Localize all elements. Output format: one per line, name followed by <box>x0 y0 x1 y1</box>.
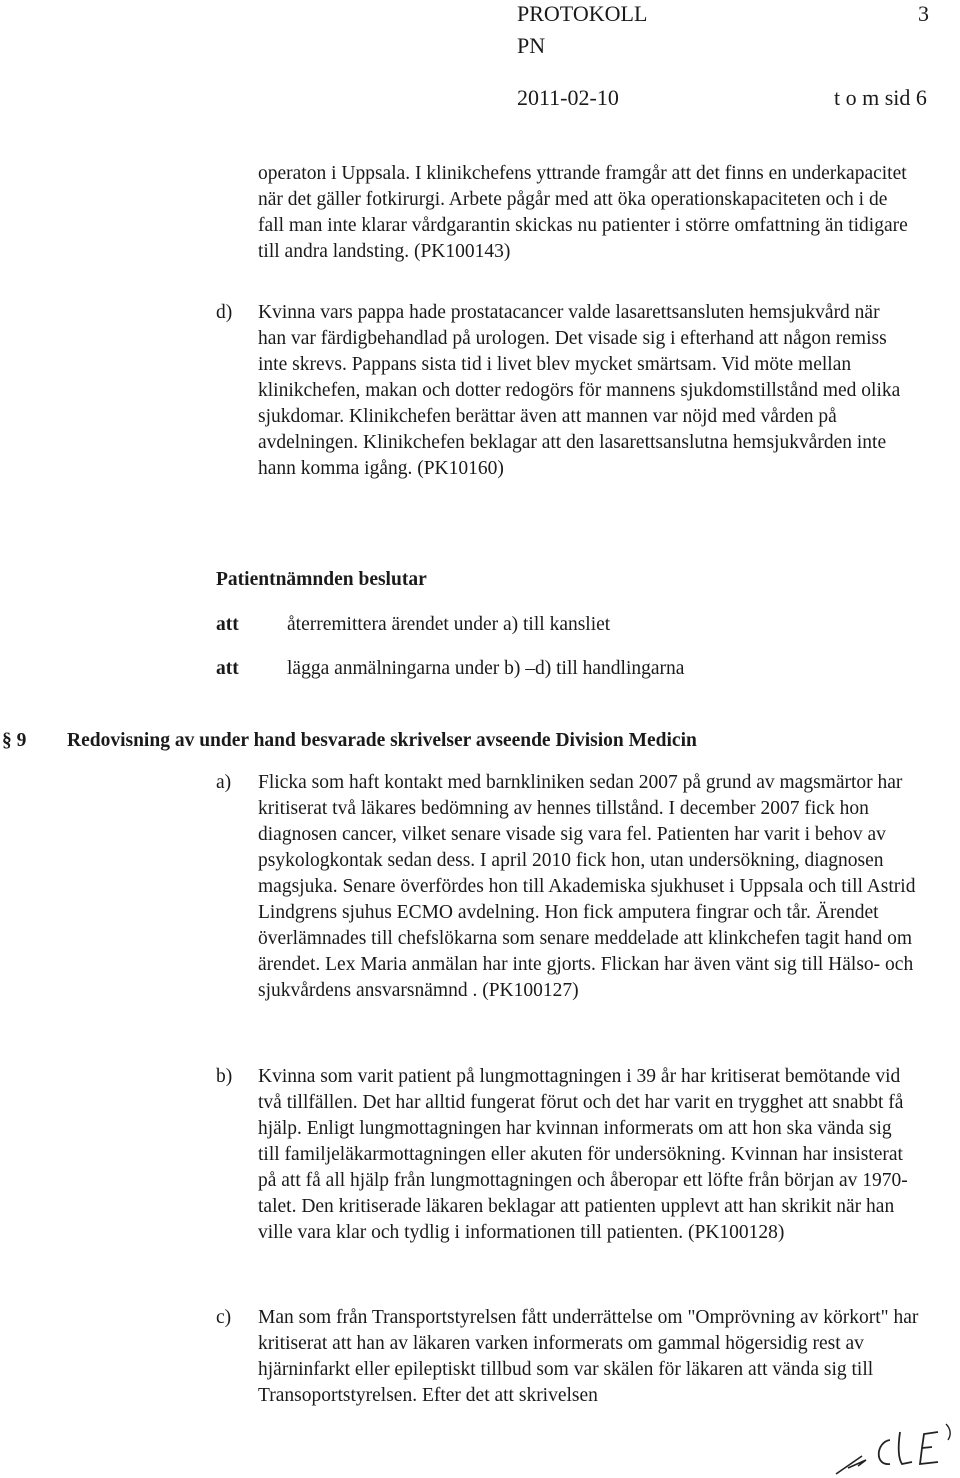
item-d-marker: d) <box>216 302 233 323</box>
decision-row-text: lägga anmälningarna under b) –d) till handlingarna <box>287 658 685 679</box>
section-number: § 9 <box>2 730 27 751</box>
document-date: 2011-02-10 <box>517 85 619 110</box>
org-code: PN <box>517 33 546 58</box>
document-type: PROTOKOLL <box>517 1 648 26</box>
intro-paragraph: operaton i Uppsala. I klinikchefens yttrande framgår att det finns en underkapacitet när det gäller fotkirurgi. Arbete pågår med att öka operationskapaciteten och i de fall man inte klarar vårdgarantin skickas nu patienter i större omfattning än tidigare till andra landsting. (PK100143) <box>258 163 908 262</box>
handwritten-initials <box>828 1420 960 1478</box>
decision-att-label: att <box>216 658 239 679</box>
decision-heading: Patientnämnden beslutar <box>216 569 427 590</box>
item-c-text: Man som från Transportstyrelsen fått underrättelse om "Omprövning av körkort" har kritiserat att han av läkaren varken informerats om gammal högersidig rest av hjärninfarkt eller epileptiskt tillbud som var skälen för läkaren att vända sig till Transoportstyrelsen. Efter det att skrivelsen <box>258 1307 919 1406</box>
item-a-text: Flicka som haft kontakt med barnkliniken sedan 2007 på grund av magsmärtor har kritiserat två läkares bedömning av hennes tillstånd. I december 2007 fick hon diagnosen cancer, vilket senare visade sig vara fel. Patienten har varit i behov av psykologkontak sedan dess. I april 2010 fick hon, utan undersökning, diagnosen magsjuka. Senare överfördes hon till Akademiska sjukhuset i Uppsala och till Astrid Lindgrens sjuhus ECMO avdelning. Hon fick amputera fingrar och tår. Ärendet överlämnades till chefslökarna som senare meddelade att klinkchefen tagit hand om ärendet. Lex Maria anmälan har inte gjorts. Flickan har även vänt sig till Hälso- och sjukvårdens ansvarsnämnd . (PK100127) <box>258 772 916 1001</box>
item-d-text: Kvinna vars pappa hade prostatacancer valde lasarettsansluten hemsjukvård när han var färdigbehandlad på urologen. Det visade sig i efterhand att någon remiss inte skrevs. Pappans sista tid i livet blev mycket smärtsam. Vid möte mellan klinikchefen, makan och dotter redogörs för mannens sjukdomstillstånd med olika sjukdomar. Klinikchefen berättar även att mannen var nöjd med vården på avdelningen. Klinikchefen beklagar att den lasarettsanslutna hemsjukvården inte hann komma igång. (PK10160) <box>258 302 901 479</box>
page-number: 3 <box>918 1 929 26</box>
item-b-marker: b) <box>216 1066 233 1087</box>
item-b-text: Kvinna som varit patient på lungmottagningen i 39 år har kritiserat bemötande vid två tillfällen. Det har alltid fungerat förut och det har varit en trygghet att snabbt få hjälp. Enligt lungmottagningen har kvinnan informerats om att hon ska vända sig till familjeläkarmottagningen eller akuten för undersökning. Kvinnan har insisterat på att få all hjälp från lungmottagningen och åberopar ett löfte från början av 1970-talet. Den kritiserade läkaren beklagar att patienten upplevt att han skrikit när han ville vara klar och tydlig i informationen till patienten. (PK100128) <box>258 1066 908 1243</box>
section-title: Redovisning av under hand besvarade skrivelser avseende Division Medicin <box>67 730 697 751</box>
decision-att-label: att <box>216 614 239 635</box>
item-c-marker: c) <box>216 1307 232 1328</box>
decision-row <box>216 656 239 682</box>
decision-row <box>216 612 239 638</box>
decision-row-text: återremittera ärendet under a) till kansliet <box>287 614 611 635</box>
item-a-marker: a) <box>216 772 232 793</box>
page-range: t o m sid 6 <box>834 85 927 110</box>
